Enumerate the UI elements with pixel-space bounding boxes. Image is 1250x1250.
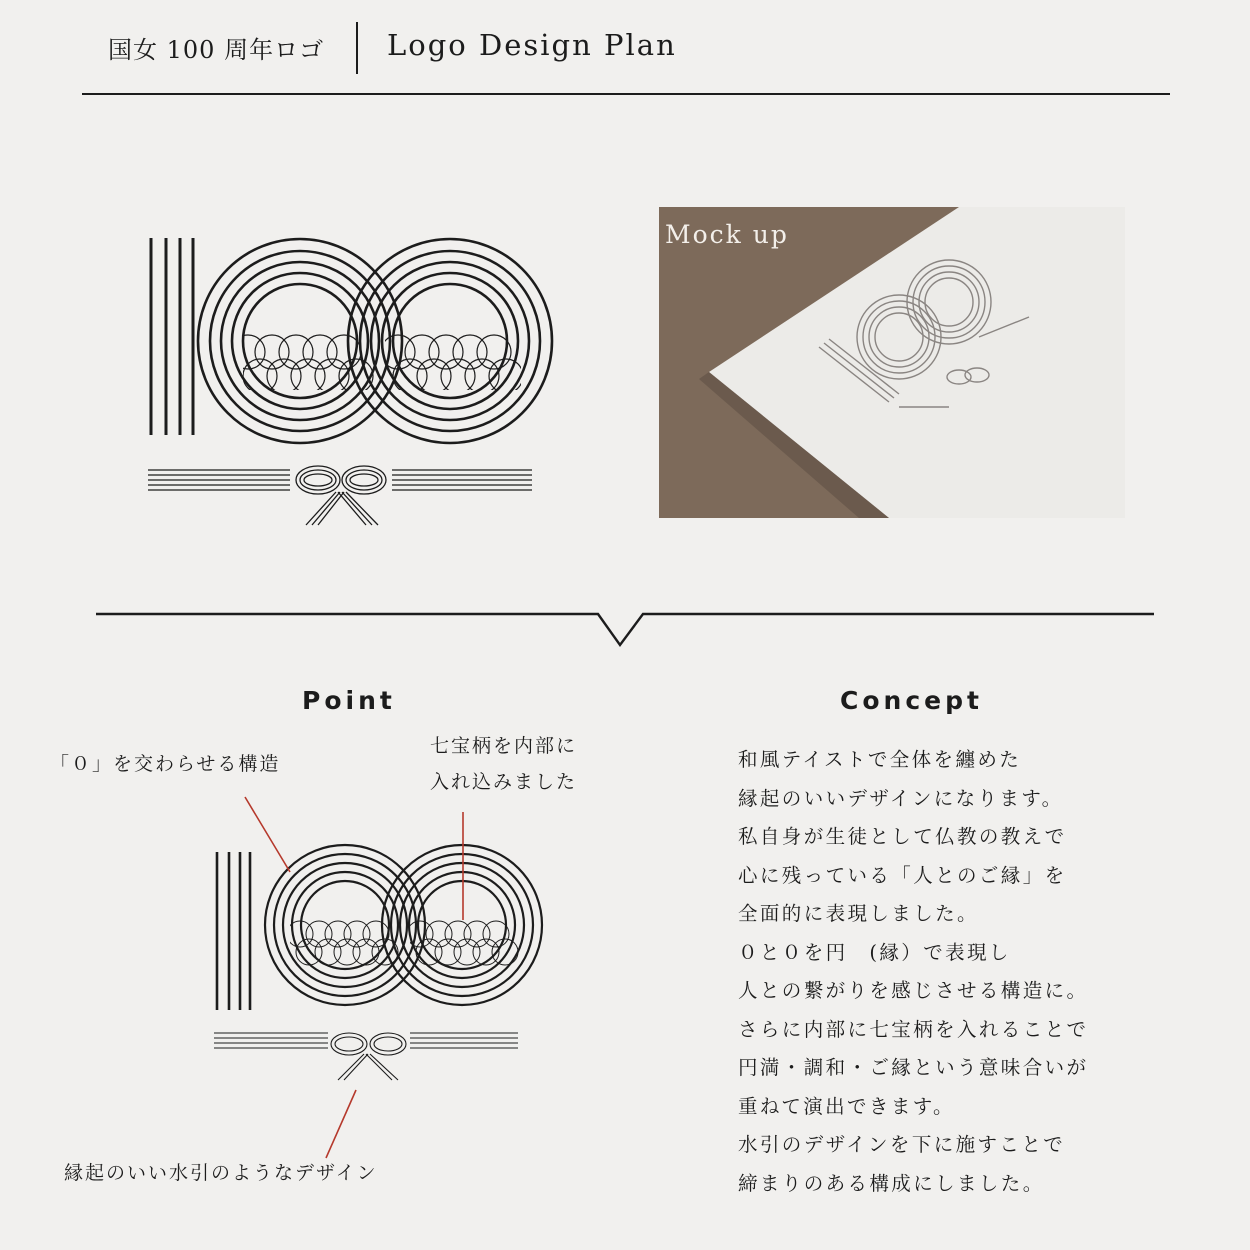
concept-line: 人との繋がりを感じさせる構造に。	[738, 979, 1089, 1002]
concept-line: 水引のデザインを下に施すことで	[738, 1133, 1066, 1156]
concept-line: 円満・調和・ご縁という意味合いが	[738, 1056, 1089, 1079]
leader-zero	[245, 797, 290, 872]
concept-line: 全面的に表現しました。	[738, 902, 979, 925]
point-mizuhiki	[214, 1033, 518, 1080]
annotation-shippo-line1: 七宝柄を内部に	[430, 735, 578, 757]
concept-line: さらに内部に七宝柄を入れることで	[738, 1017, 1089, 1041]
mockup-label: Mock up	[665, 220, 789, 249]
concept-line: 縁起のいいデザインになります。	[738, 786, 1064, 810]
concept-line: 重ねて演出できます。	[738, 1094, 955, 1118]
concept-title: Concept	[840, 686, 983, 715]
concept-line: 心に残っている「人とのご縁」を	[738, 863, 1067, 887]
annotation-zero-structure: 「０」を交わらせる構造	[50, 753, 281, 775]
annotation-mizuhiki: 縁起のいい水引のようなデザイン	[64, 1162, 378, 1184]
concept-line: ０と０を円 (縁）で表現し	[738, 940, 1011, 964]
concept-line: 私自身が生徒として仏教の教えで	[738, 825, 1067, 848]
annotation-shippo-line2: 入れ込みました	[430, 771, 578, 793]
leader-mizuhiki	[326, 1090, 356, 1158]
point-title: Point	[302, 686, 396, 715]
concept-line: 和風テイストで全体を纏めた	[738, 748, 1022, 771]
concept-line: 締まりのある構成にしました。	[738, 1171, 1045, 1195]
header-title-en: Logo Design Plan	[387, 28, 677, 62]
header-title-jp: 国女 100 周年ロゴ	[108, 36, 325, 64]
concept-text	[738, 741, 1088, 1203]
